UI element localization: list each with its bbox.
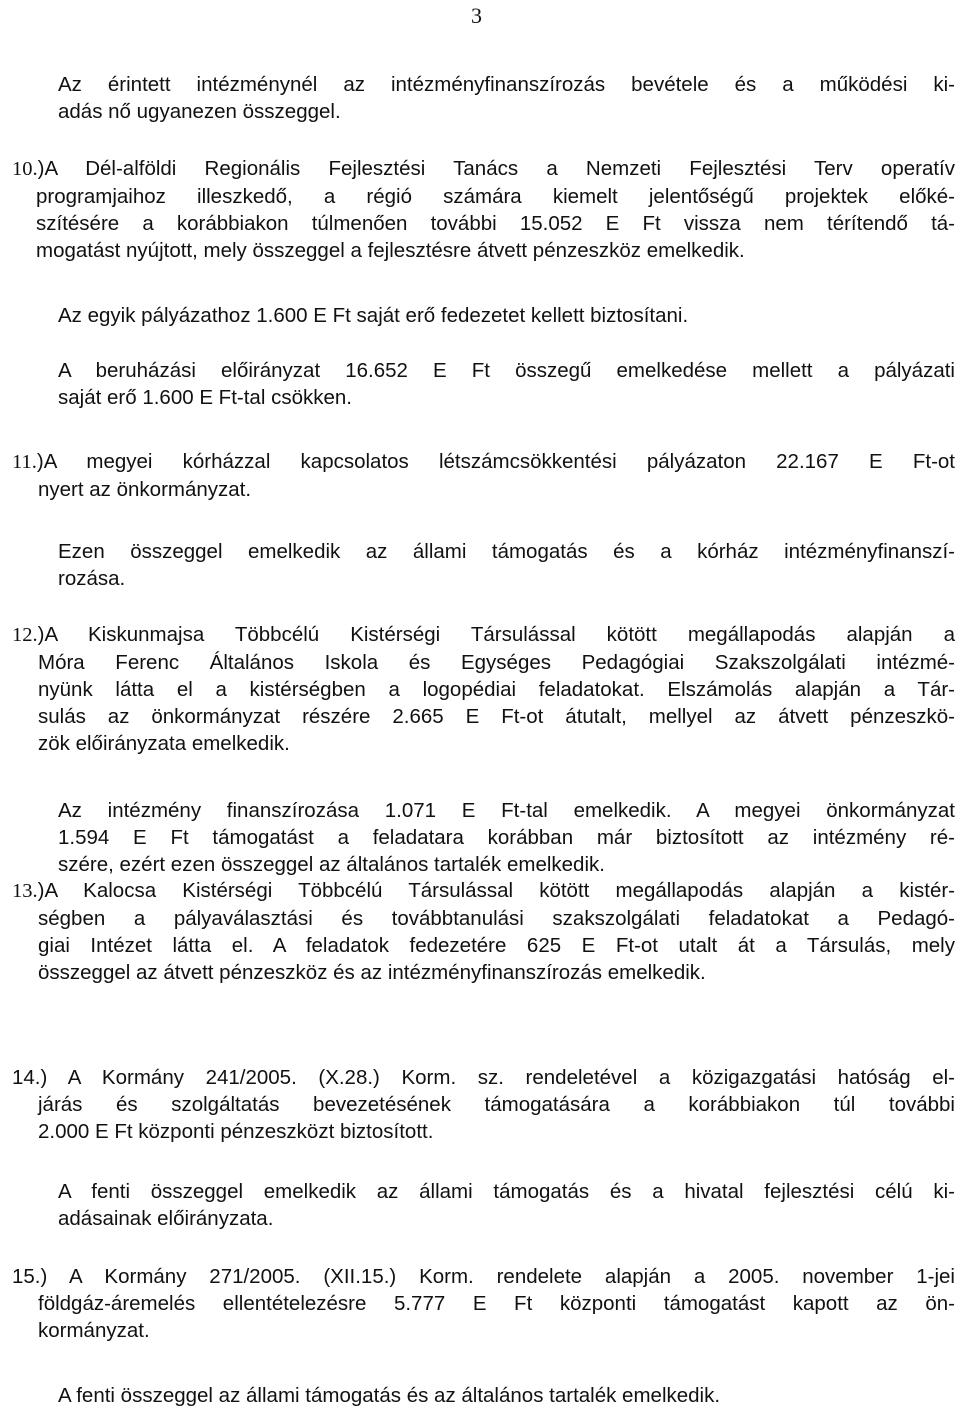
text-line: ségben a pályaválasztási és továbbtanulási szakszolgálati feladatokat a Pedagó- [38, 907, 955, 930]
paragraph [12, 877, 955, 986]
item-number: 12. [12, 624, 38, 646]
text-line: nyünk látta el a kistérségben a logopédiai feladatokat. Elszámolás alapján a Tár- [38, 678, 955, 701]
text-line: A fenti összeggel emelkedik az állami támogatás és a hivatal fejlesztési célú ki- [58, 1180, 955, 1203]
line-text: )A megyei kórházzal kapcsolatos létszámcsökkentési pályázaton 22.167 E Ft-ot [36, 450, 955, 473]
text-line: A beruházási előirányzat 16.652 E Ft összegű emelkedése mellett a pályázati [58, 359, 955, 382]
text-line: zök előirányzata emelkedik. [38, 732, 290, 755]
paragraph [58, 71, 955, 125]
text-line: Móra Ferenc Általános Iskola és Egységes Pedagógiai Szakszolgálati intézmé- [38, 651, 955, 674]
text-line: szítésére a korábbiakon túlmenően további 15.052 E Ft vissza nem térítendő tá- [36, 212, 955, 235]
text-line: A fenti összeggel az állami támogatás és az általános tartalék emelkedik. [58, 1384, 721, 1407]
text-line: összeggel az átvett pénzeszköz és az intézményfinanszírozás emelkedik. [38, 961, 706, 984]
paragraph [58, 302, 955, 329]
paragraph [12, 155, 955, 264]
paragraph [12, 448, 955, 503]
paragraph [58, 357, 955, 411]
text-line: 2.000 E Ft központi pénzeszközt biztosított. [38, 1120, 434, 1143]
text-line: saját erő 1.600 E Ft-tal csökken. [58, 386, 352, 409]
item-number: 11. [12, 451, 37, 473]
text-line: adás nő ugyanezen összeggel. [58, 100, 341, 123]
text-line [12, 877, 955, 905]
paragraph [12, 1064, 955, 1145]
text-line: sulás az önkormányzat részére 2.665 E Ft-ot átutalt, mellyel az átvett pénzeszkö- [38, 705, 955, 728]
text-line: nyert az önkormányzat. [38, 478, 252, 501]
paragraph [12, 1263, 955, 1344]
paragraph [12, 621, 955, 757]
line-text: )A Kalocsa Kistérségi Többcélú Társulással kötött megállapodás alapján a kistér- [37, 879, 955, 902]
text-line: járás és szolgáltatás bevezetésének támogatására a korábbiakon túl további [38, 1093, 955, 1116]
text-line: adásainak előirányzata. [58, 1207, 274, 1230]
page-number: 3 [471, 3, 482, 28]
line-text: )A Dél-alföldi Regionális Fejlesztési Tanács a Nemzeti Fejlesztési Terv operatív [37, 157, 955, 180]
text-line: kormányzat. [38, 1319, 150, 1342]
text-line: rozása. [58, 567, 126, 590]
text-line: Az egyik pályázathoz 1.600 E Ft saját erő fedezetet kellett biztosítani. [58, 304, 689, 327]
text-line: Az intézmény finanszírozása 1.071 E Ft-tal emelkedik. A megyei önkormányzat [58, 799, 955, 822]
text-line [12, 621, 955, 649]
text-line: Az érintett intézménynél az intézményfinanszírozás bevétele és a működési ki- [58, 73, 955, 96]
text-line [12, 155, 955, 183]
item-number: 10. [12, 158, 38, 180]
text-line: giai Intézet látta el. A feladatok fedezetére 625 E Ft-ot utalt át a Társulás, mely [38, 934, 955, 957]
text-line: programjaihoz illeszkedő, a régió számára kiemelt jelentőségű projektek előké- [36, 185, 955, 208]
text-line: 15.) A Kormány 271/2005. (XII.15.) Korm. rendelete alapján a 2005. november 1-jei [12, 1265, 955, 1288]
line-text: )A Kiskunmajsa Többcélú Kistérségi Társulással kötött megállapodás alapján a [37, 623, 955, 646]
text-line: földgáz-áremelés ellentételezésre 5.777 E Ft központi támogatást kapott az ön- [38, 1292, 955, 1315]
text-line: Ezen összeggel emelkedik az állami támogatás és a kórház intézményfinanszí- [58, 540, 955, 563]
text-line: mogatást nyújtott, mely összeggel a fejlesztésre átvett pénzeszköz emelkedik. [36, 239, 745, 262]
paragraph [58, 538, 955, 592]
item-number: 13. [12, 880, 38, 902]
text-line: 14.) A Kormány 241/2005. (X.28.) Korm. sz. rendeletével a közigazgatási hatóság el- [12, 1066, 955, 1089]
paragraph [58, 1178, 955, 1232]
paragraph [58, 1382, 955, 1409]
paragraph [58, 797, 955, 878]
text-line: 1.594 E Ft támogatást a feladatara korábban már biztosított az intézmény ré- [58, 826, 955, 849]
text-line [12, 448, 955, 476]
text-line: szére, ezért ezen összeggel az általános tartalék emelkedik. [58, 853, 605, 876]
